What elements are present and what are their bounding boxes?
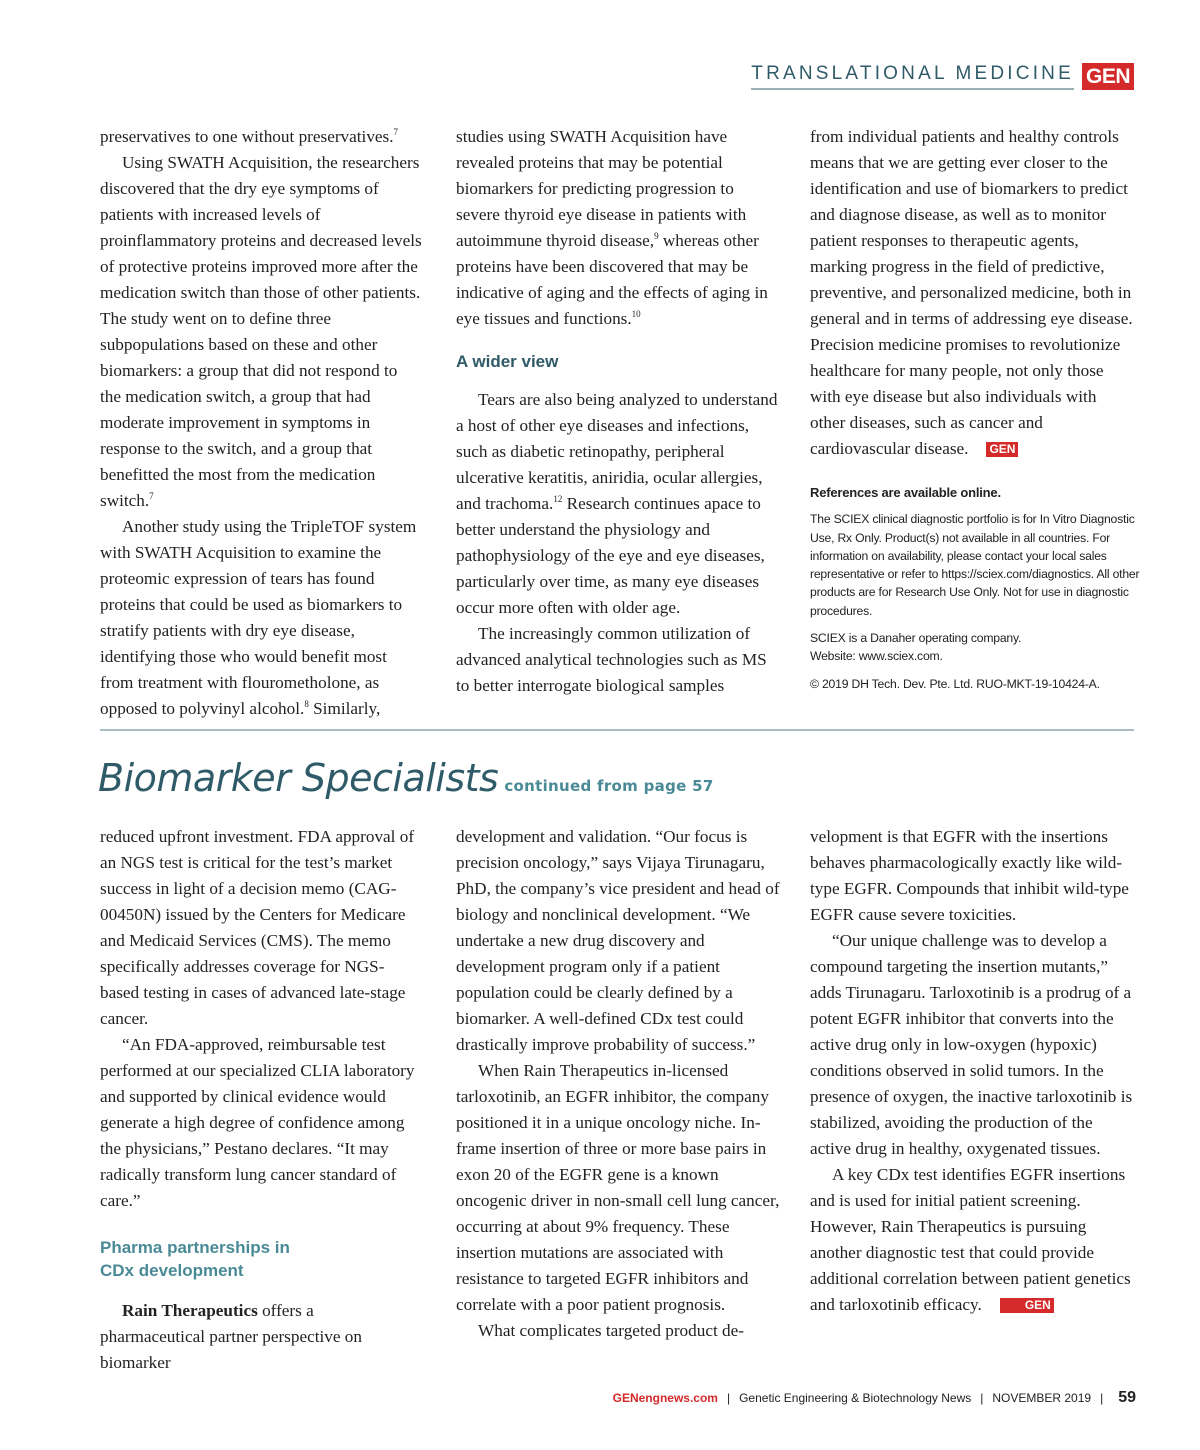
subhead-pharma-partnerships: Pharma partnerships in CDx development — [100, 1238, 290, 1280]
paragraph: velopment is that EGFR with the insertions behaves pharmacologically exactly like wild-type EGFR. Compounds that inhibit wild-type EGFR cause severe toxicities. — [810, 827, 1129, 924]
website-text: Website: www.sciex.com. — [810, 649, 943, 664]
article-title-text: Biomarker Specialists — [98, 756, 499, 800]
bottom-column-2 — [456, 824, 780, 1344]
page-header — [751, 63, 1134, 90]
section-label: TRANSLATIONAL MEDICINE — [751, 63, 1074, 90]
section-divider — [100, 729, 1134, 731]
continued-note: continued from page 57 — [504, 777, 714, 795]
references-box — [810, 484, 1140, 693]
company-text: SCIEX is a Danaher operating company. — [810, 631, 1022, 646]
paragraph: “An FDA-approved, reimbursable test performed at our specialized CLIA laboratory and supported by clinical evidence would generate a high degree of confidence among the physicians,” Pestano declares. “It may radically transform lung cancer standard of care.” — [100, 1035, 415, 1210]
paragraph: reduced upfront investment. FDA approval of an NGS test is critical for the test’s market success in light of a decision memo (CAG-00450N) issued by the Centers for Medicare and Medicaid Services (CMS). The memo specifically addresses coverage for NGS-based testing in cases of advanced late-stage cancer. — [100, 827, 415, 1028]
paragraph: development and validation. “Our focus is precision oncology,” says Vijaya Tirunagaru, PhD, the company’s vice president and head of biology and nonclinical development. “We undertake a new drug discovery and development program only if a patient population could be clearly defined by a biomarker. A well-defined CDx test could drastically improve probability of success.” — [456, 827, 780, 1054]
gen-logo: GEN — [1082, 63, 1134, 90]
paragraph: Another study using the TripleTOF system with SWATH Acquisition to examine the proteomic expression of tears has found proteins that could be used as biomarkers to stratify patients with dry eye disease, identifying those who would benefit most from treatment with flourometholone, as opposed to polyvinyl alcohol.$^8$ Similarly, — [100, 517, 417, 718]
gen-end-mark: GEN — [1000, 1298, 1054, 1313]
paragraph: studies using SWATH Acquisition have revealed proteins that may be potential biomarkers for predicting progression to severe thyroid eye disease in patients with autoimmune thyroid disease,$^9$ whereas other proteins have been discovered that may be indicative of aging and the effects of aging in eye tissues and functions.$^{10}$ — [456, 127, 768, 328]
paragraph: “Our unique challenge was to develop a compound targeting the insertion mutants,” adds Tirunagaru. Tarloxotinib is a prodrug of a potent EGFR inhibitor that converts into the active drug only in low-oxygen (hypoxic) conditions observed in solid tumors. In the presence of oxygen, the inactive tarloxotinib is stabilized, avoiding the production of the active drug in healthy, oxygenated tissues. — [810, 931, 1133, 1158]
top-column-2 — [456, 124, 778, 699]
page-number: 59 — [1118, 1389, 1136, 1406]
gen-end-mark: GEN — [986, 442, 1018, 457]
footer-issue: NOVEMBER 2019 — [992, 1391, 1092, 1405]
article-title — [98, 752, 714, 812]
paragraph: A key CDx test identifies EGFR insertions and is used for initial patient screening. However, Rain Therapeutics is pursuing another diagnostic test that could provide additional correlation between patient genetics and tarloxotinib efficacy. GEN — [810, 1165, 1131, 1314]
copyright-text: © 2019 DH Tech. Dev. Pte. Ltd. RUO-MKT-19-10424-A. — [810, 676, 1100, 691]
subhead-wider-view: A wider view — [456, 352, 559, 371]
paragraph: Rain Therapeutics offers a pharmaceutical partner perspective on biomarker — [100, 1301, 362, 1372]
page-footer: GENengnews.com | Genetic Engineering & Biotechnology News | NOVEMBER 2019 | 59 — [612, 1389, 1136, 1406]
bottom-column-3 — [810, 824, 1136, 1318]
footer-publication: Genetic Engineering & Biotechnology News — [739, 1391, 972, 1405]
top-column-1 — [100, 124, 422, 722]
paragraph: from individual patients and healthy controls means that we are getting ever closer to the identification and use of biomarkers to predict and diagnose disease, as well as to monitor patient responses to therapeutic agents, marking progress in the field of predictive, preventive, and personalized medicine, both in general and in terms of addressing eye disease. Precision medicine promises to revolutionize healthcare for many people, not only those with eye disease but also individuals with other diseases, such as cancer and cardiovascular disease. GEN — [810, 127, 1133, 458]
footer-site-link[interactable]: GENengnews.com — [612, 1391, 718, 1405]
disclaimer-text: The SCIEX clinical diagnostic portfolio is for In Vitro Diagnostic Use, Rx Only. Product(s) not available in all countries. For information on availability, please contact your local sales representative or refer to https://sciex.com/diagnostics. All other products are for Research Use Only. Not for use in diagnostic procedures. — [810, 512, 1140, 618]
paragraph: When Rain Therapeutics in-licensed tarloxotinib, an EGFR inhibitor, the company positioned it in a unique oncology niche. In-frame insertion of three or more base pairs in exon 20 of the EGFR gene is a known oncogenic driver in non-small cell lung cancer, occurring at about 9% frequency. These insertion mutations are associated with resistance to targeted EGFR inhibitors and correlate with a poor patient prognosis. — [456, 1061, 780, 1314]
top-column-3 — [810, 124, 1136, 462]
references-heading: References are available online. — [810, 485, 1001, 500]
paragraph: Using SWATH Acquisition, the researchers discovered that the dry eye symptoms of patients with increased levels of proinflammatory proteins and decreased levels of protective proteins improved more after the medication switch than those of other patients. The study went on to define three subpopulations based on these and other biomarkers: a group that did not respond to the medication switch, a group that had moderate improvement in symptoms in response to the switch, and a group that benefitted the most from the medication switch.$^7$ — [100, 153, 422, 510]
paragraph: preservatives to one without preservatives.$^7$ — [100, 127, 399, 146]
bottom-column-1 — [100, 824, 420, 1376]
paragraph: Tears are also being analyzed to understand a host of other eye diseases and infections, such as diabetic retinopathy, peripheral ulcerative keratitis, aniridia, ocular allergies, and trachoma.$^{12}$ Research continues apace to better understand the physiology and pathophysiology of the eye and eye diseases, particularly over time, as many eye diseases occur more often with older age. — [456, 390, 778, 617]
paragraph: The increasingly common utilization of advanced analytical technologies such as MS to better interrogate biological samples — [456, 624, 767, 695]
paragraph: What complicates targeted product de- — [478, 1321, 744, 1340]
